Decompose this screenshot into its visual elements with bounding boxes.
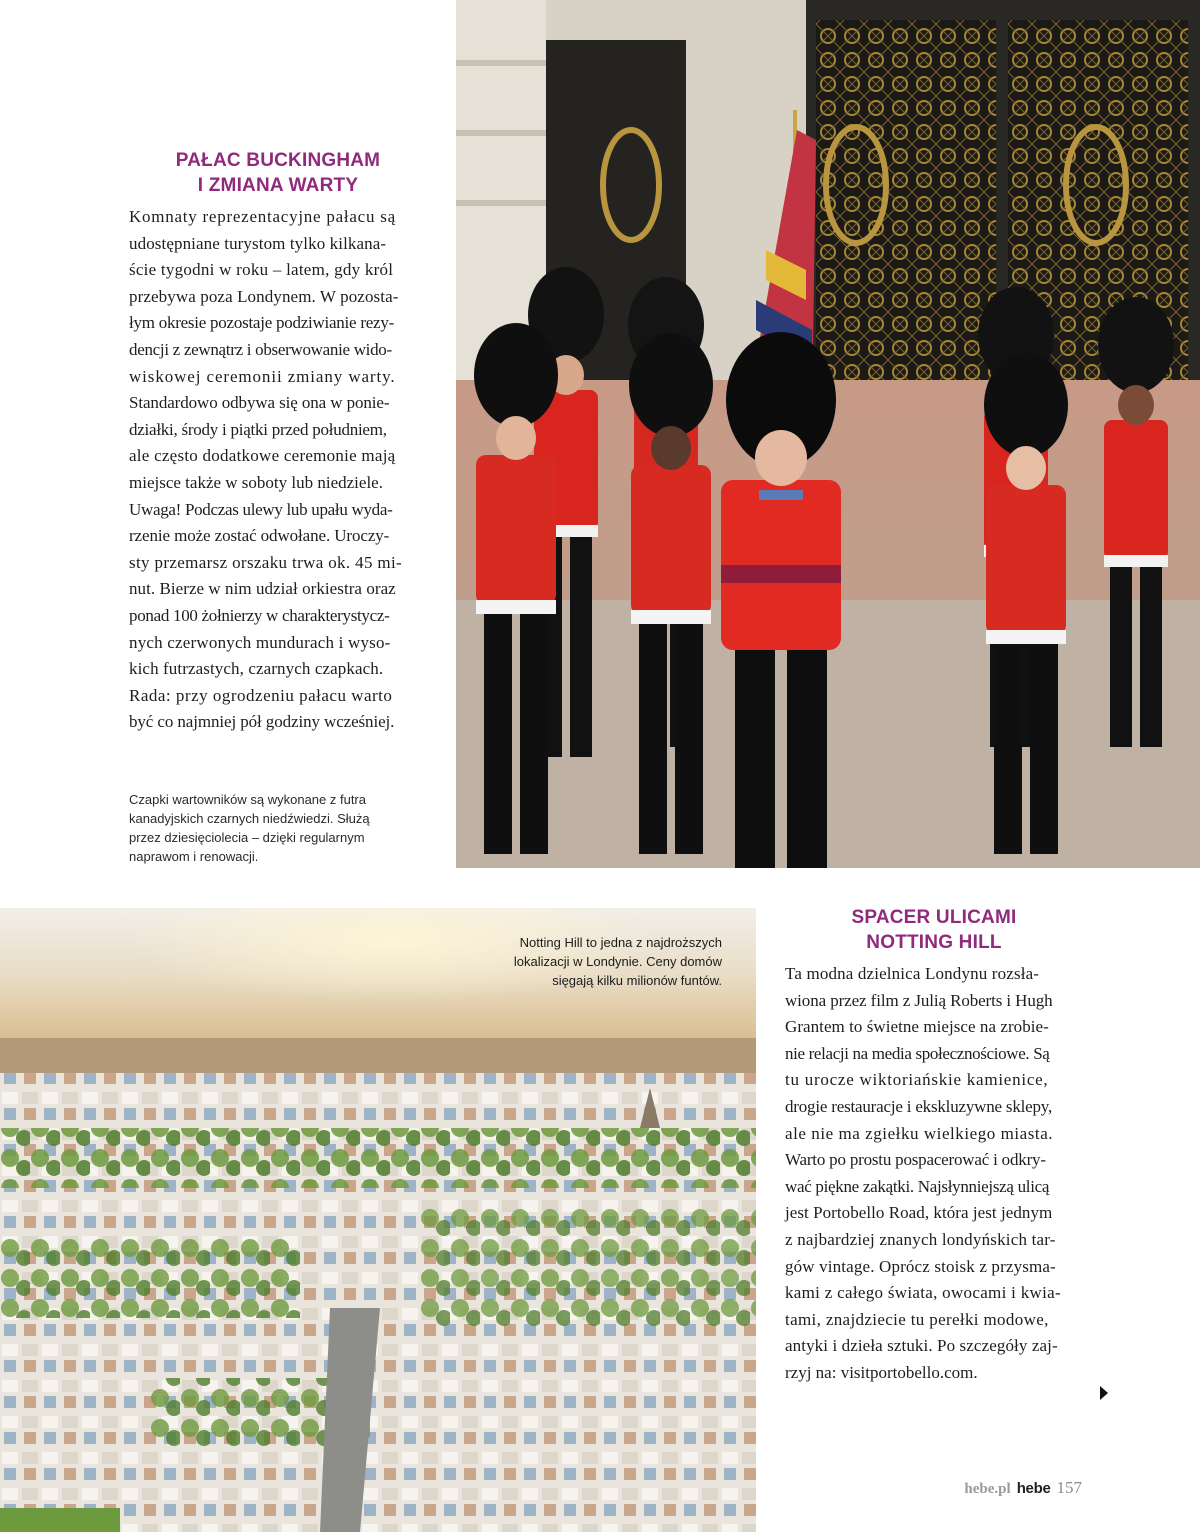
body-line: rzenie może zostać odwołane. Uroczy- [129, 526, 390, 546]
body-line: wać piękne zakątki. Najsłynniejszą ulicą [785, 1176, 1050, 1196]
body-line: wiskowej ceremonii zmiany warty. [129, 366, 396, 386]
photo-caption-guards [129, 790, 370, 866]
body-line: ponad 100 żołnierzy w charakterystycz- [129, 605, 390, 625]
continue-arrow-icon [1100, 1386, 1108, 1400]
body-line: ale często dodatkowe ceremonie mają [129, 446, 396, 466]
body-line: tami, znajdziecie tu perełki modowe, [785, 1309, 1049, 1329]
body-line: miejsce także w soboty lub niedziele. [129, 472, 383, 492]
body-line: wiona przez film z Julią Roberts i Hugh [785, 990, 1053, 1010]
body-line: ale nie ma zgiełku wielkiego miasta. [785, 1123, 1054, 1143]
body-line: być co najmniej pół godziny wcześniej. [129, 712, 395, 732]
section-heading-notting-hill [784, 905, 1084, 955]
body-line: z najbardziej znanych londyńskich tar- [785, 1229, 1056, 1249]
heading-line: NOTTING HILL [866, 932, 1002, 953]
heading-line: PAŁAC BUCKINGHAM [175, 150, 381, 171]
caption-line: lokalizacji w Londynie. Ceny domów [513, 954, 722, 969]
body-line: Grantem to świetne miejsce na zrobie- [785, 1017, 1049, 1037]
body-line: udostępniane turystom tylko kilkana- [129, 233, 387, 253]
footer-brand-logo: hebe [1016, 1480, 1051, 1497]
heading-line: SPACER ULICAMI [851, 907, 1017, 928]
section-heading-buckingham [128, 148, 428, 198]
body-line: Ta modna dzielnica Londynu rozsła- [785, 964, 1040, 983]
body-line: gów vintage. Oprócz stoisk z przysma- [785, 1256, 1056, 1276]
page-number: 157 [1056, 1478, 1082, 1497]
body-line: Rada: przy ogrodzeniu pałacu warto [129, 685, 393, 705]
body-line: kami z całego świata, owocami i kwia- [785, 1283, 1061, 1303]
article-body-notting-hill [785, 961, 1085, 1387]
caption-line: Notting Hill to jedna z najdroższych [519, 935, 722, 950]
body-line: Uwaga! Podczas ulewy lub upału wyda- [129, 499, 393, 519]
body-line: ście tygodni w roku – latem, gdy król [129, 260, 394, 280]
caption-line: kanadyjskich czarnych niedźwiedzi. Służą [129, 811, 370, 826]
body-line: rzyj na: visitportobello.com. [785, 1362, 978, 1382]
guards-photo [456, 0, 1200, 868]
caption-line: sięgają kilku milionów funtów. [552, 973, 722, 988]
body-line: jest Portobello Road, która jest jednym [785, 1203, 1053, 1223]
body-line: Komnaty reprezentacyjne pałacu są [129, 207, 396, 226]
body-line: drogie restauracje i ekskluzywne sklepy, [785, 1096, 1053, 1116]
body-line: nut. Bierze w nim udział orkiestra oraz [129, 579, 396, 599]
body-line: kich futrzastych, czarnych czapkach. [129, 659, 384, 679]
body-line: działki, środy i piątki przed południem, [129, 419, 387, 439]
body-line: tu urocze wiktoriańskie kamienice, [785, 1070, 1049, 1090]
footer-site: hebe.pl [964, 1481, 1011, 1497]
body-line: dencji z zewnątrz i obserwowanie wido- [129, 339, 392, 359]
caption-line: Czapki wartowników są wykonane z futra [129, 792, 366, 807]
body-line: łym okresie pozostaje podziwianie rezy- [129, 313, 394, 333]
body-line: Standardowo odbywa się ona w ponie- [129, 393, 390, 413]
page-footer [964, 1478, 1082, 1498]
body-line: nie relacji na media społecznościowe. Są [785, 1043, 1050, 1063]
caption-line: naprawom i renowacji. [129, 849, 259, 864]
notting-hill-photo [0, 908, 756, 1532]
photo-caption-notting-hill [470, 933, 722, 990]
body-line: antyki i dzieła sztuki. Po szczegóły zaj- [785, 1336, 1058, 1356]
body-line: Warto po prostu pospacerować i odkry- [785, 1150, 1046, 1170]
caption-line: przez dziesięciolecia – dzięki regularnym [129, 830, 365, 845]
body-line: nych czerwonych mundurach i wyso- [129, 632, 391, 652]
body-line: przebywa poza Londynem. W pozosta- [129, 286, 399, 306]
heading-line: I ZMIANA WARTY [197, 175, 359, 196]
notting-hill-photo-illustration [0, 908, 756, 1532]
body-line: sty przemarsz orszaku trwa ok. 45 mi- [129, 552, 403, 572]
article-body-buckingham [129, 204, 429, 736]
guards-photo-illustration [456, 0, 1200, 868]
